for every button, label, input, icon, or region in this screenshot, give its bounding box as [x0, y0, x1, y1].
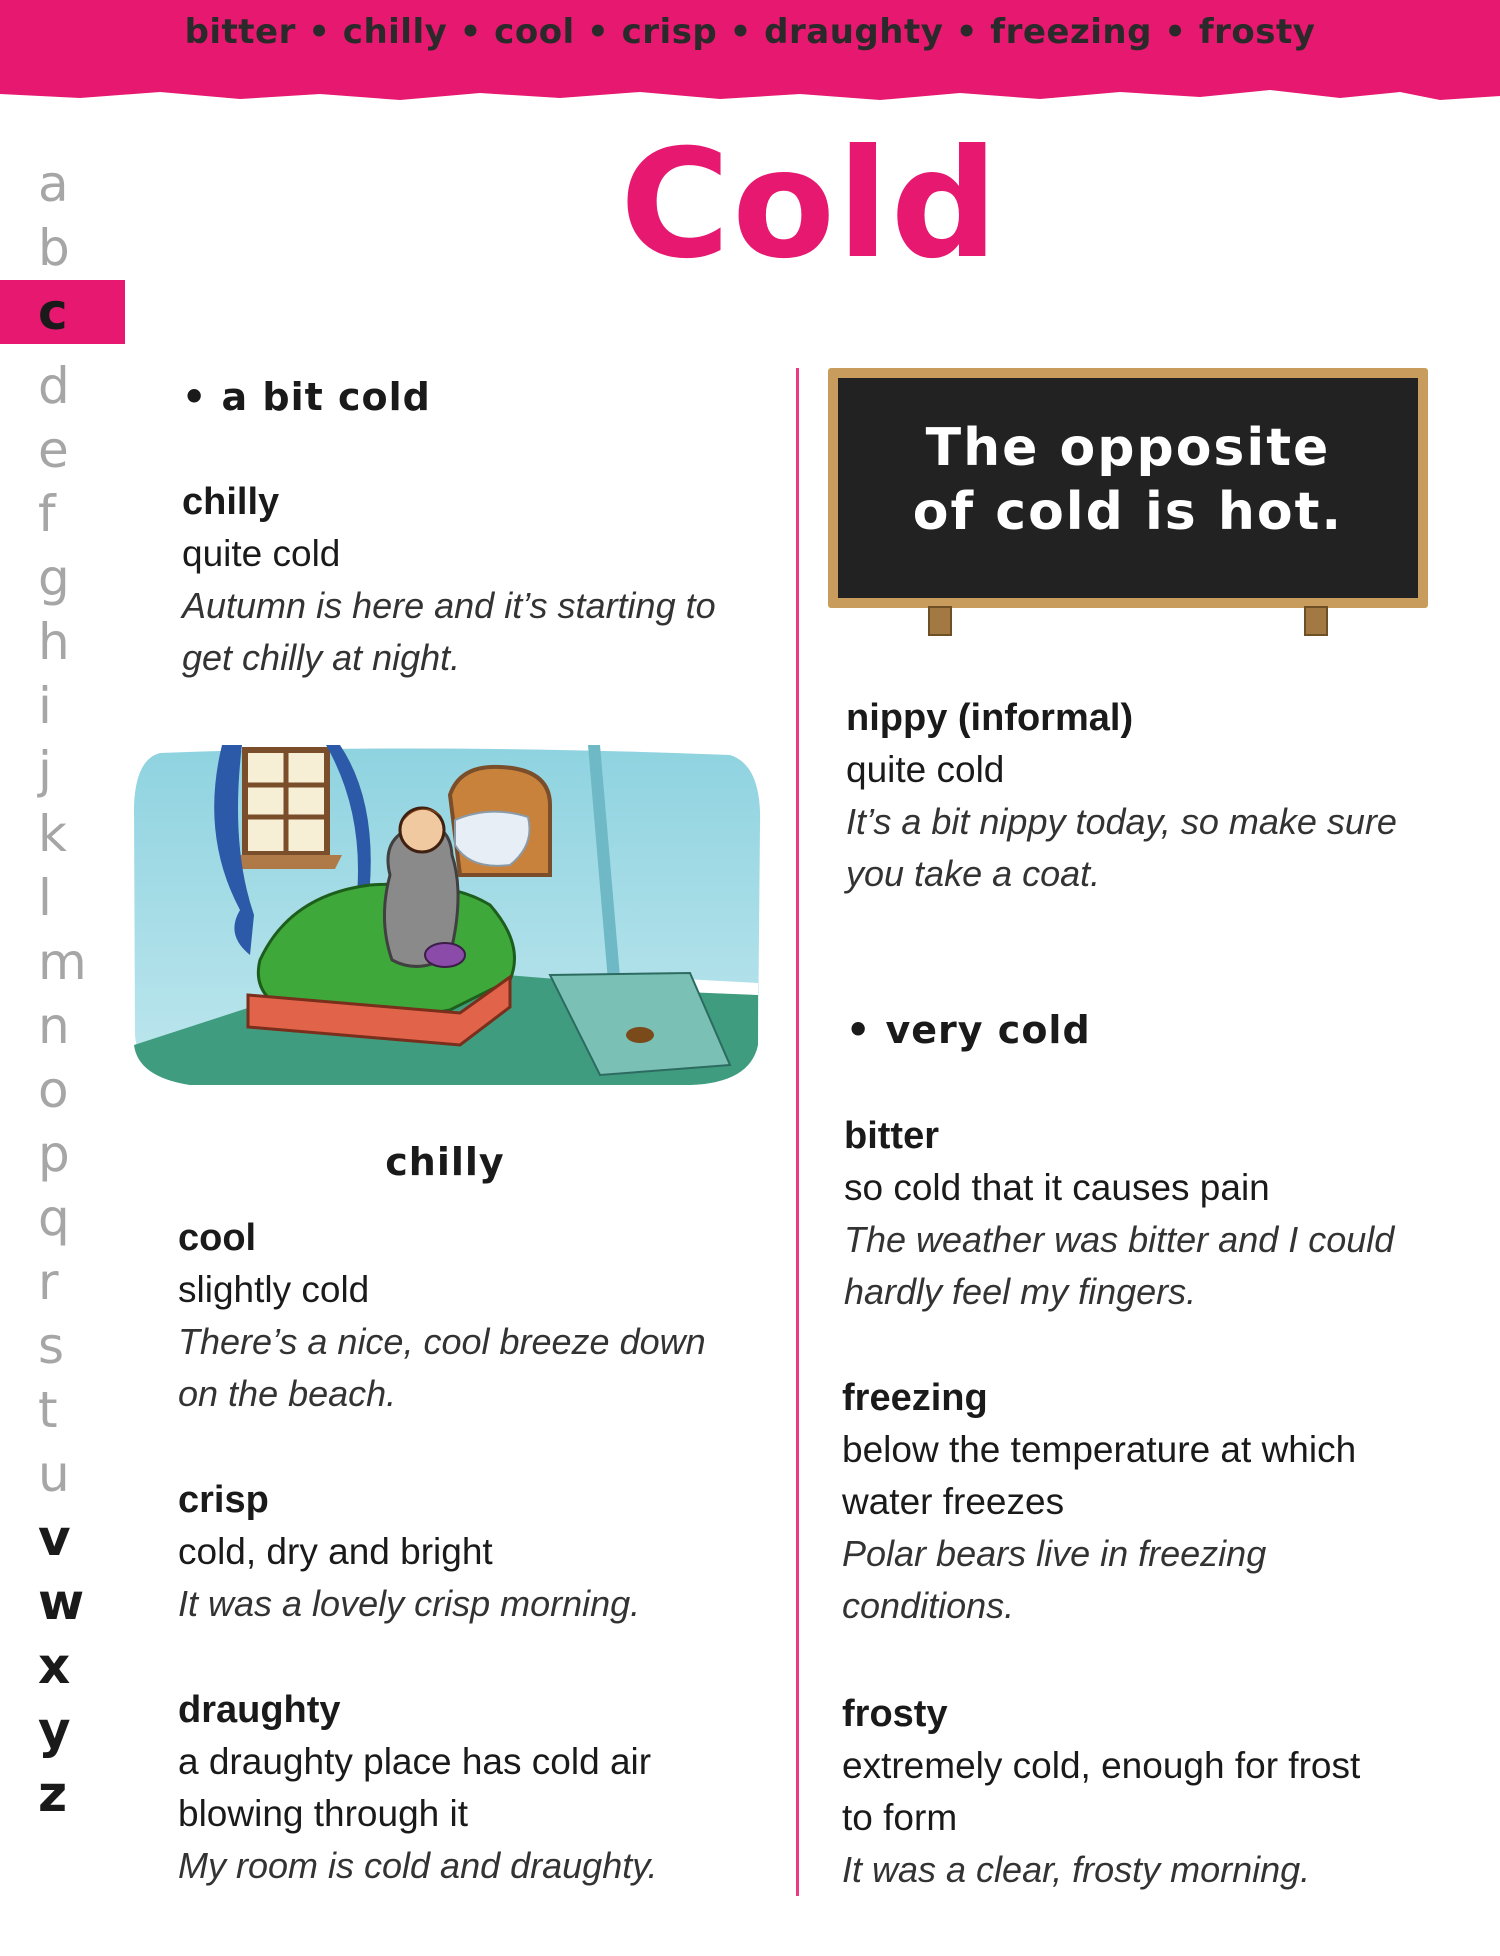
entry-nippy	[846, 692, 1446, 900]
alpha-letter-s[interactable]: s	[38, 1317, 65, 1375]
alpha-letter-z[interactable]: z	[38, 1765, 68, 1823]
alpha-letter-r[interactable]: r	[38, 1253, 59, 1311]
entry-example: My room is cold and draughty.	[178, 1845, 658, 1886]
entry-word: draughty	[178, 1689, 341, 1731]
entry-definition: to form	[842, 1797, 958, 1838]
alpha-letter-g[interactable]: g	[38, 549, 70, 607]
entry-freezing	[842, 1372, 1442, 1632]
alpha-letter-c-active[interactable]: c	[0, 280, 125, 344]
entry-definition: a draughty place has cold air	[178, 1741, 652, 1782]
entry-example: Autumn is here and it’s starting to	[182, 585, 716, 626]
subheading-a-bit-cold: • a bit cold	[182, 375, 431, 419]
alpha-letter-k[interactable]: k	[38, 805, 67, 863]
chalkboard-leg-right	[1304, 606, 1328, 636]
entry-example: on the beach.	[178, 1373, 397, 1414]
alpha-letter-i[interactable]: i	[38, 677, 52, 735]
alpha-letter-u[interactable]: u	[38, 1445, 70, 1503]
alpha-letter-b[interactable]: b	[38, 219, 70, 277]
entry-cool	[178, 1212, 778, 1420]
chalkboard-line-2: of cold is hot.	[912, 482, 1344, 542]
entry-definition: extremely cold, enough for frost	[842, 1745, 1361, 1786]
entry-word: cool	[178, 1217, 257, 1259]
alpha-letter-o[interactable]: o	[38, 1061, 69, 1119]
entry-definition: slightly cold	[178, 1269, 370, 1310]
alpha-letter-x[interactable]: x	[38, 1637, 71, 1695]
entry-definition: water freezes	[842, 1481, 1065, 1522]
entry-example: Polar bears live in freezing	[842, 1533, 1267, 1574]
chilly-illustration	[130, 745, 765, 1090]
entry-definition: cold, dry and bright	[178, 1531, 493, 1572]
entry-example: It’s a bit nippy today, so make sure	[846, 801, 1397, 842]
chalkboard	[828, 368, 1428, 636]
alpha-letter-m[interactable]: m	[38, 933, 87, 991]
entry-definition: blowing through it	[178, 1793, 469, 1834]
entry-definition: quite cold	[846, 749, 1005, 790]
chalkboard-leg-left	[928, 606, 952, 636]
top-banner	[0, 0, 1500, 108]
entry-example: conditions.	[842, 1585, 1015, 1626]
entry-word: frosty	[842, 1693, 948, 1735]
entry-example: you take a coat.	[846, 853, 1101, 894]
entry-word: nippy (informal)	[846, 697, 1134, 739]
alpha-letter-n[interactable]: n	[38, 997, 70, 1055]
entry-word: bitter	[844, 1115, 939, 1157]
entry-example: It was a lovely crisp morning.	[178, 1583, 641, 1624]
alpha-letter-a[interactable]: a	[38, 155, 69, 213]
column-divider	[796, 368, 799, 1896]
alpha-letter-d[interactable]: d	[38, 357, 70, 415]
entry-example: hardly feel my fingers.	[844, 1271, 1197, 1312]
alpha-letter-q[interactable]: q	[38, 1189, 70, 1247]
entry-definition: so cold that it causes pain	[844, 1167, 1270, 1208]
entry-example: There’s a nice, cool breeze down	[178, 1321, 706, 1362]
entry-frosty	[842, 1688, 1442, 1896]
entry-word: freezing	[842, 1377, 988, 1419]
alpha-letter-j[interactable]: j	[38, 741, 52, 799]
page-title: Cold	[620, 118, 1000, 292]
chalkboard-line-1: The opposite	[925, 418, 1331, 478]
entry-example: The weather was bitter and I could	[844, 1219, 1395, 1260]
entry-word: crisp	[178, 1479, 269, 1521]
alpha-letter-t[interactable]: t	[38, 1381, 58, 1439]
alpha-letter-w[interactable]: w	[38, 1573, 85, 1631]
entry-example: It was a clear, frosty morning.	[842, 1849, 1311, 1890]
alpha-letter-l[interactable]: l	[38, 869, 52, 927]
alpha-letter-f[interactable]: f	[38, 485, 56, 543]
entry-definition: below the temperature at which	[842, 1429, 1357, 1470]
entry-crisp	[178, 1474, 778, 1630]
entry-word: chilly	[182, 481, 280, 523]
banner-text: bitter • chilly • cool • crisp • draughty • freezing • frosty	[184, 12, 1316, 52]
entry-draughty	[178, 1684, 778, 1892]
alpha-letter-v[interactable]: v	[38, 1509, 71, 1567]
entry-chilly	[182, 476, 782, 684]
alpha-letter-h[interactable]: h	[38, 613, 70, 671]
chalkboard-text	[838, 416, 1418, 544]
entry-definition: quite cold	[182, 533, 341, 574]
alpha-letter-p[interactable]: p	[38, 1125, 70, 1183]
illustration-caption: chilly	[385, 1140, 505, 1184]
alpha-letter-y[interactable]: y	[38, 1701, 71, 1759]
alpha-letter-e[interactable]: e	[38, 421, 69, 479]
entry-example: get chilly at night.	[182, 637, 461, 678]
entry-bitter	[844, 1110, 1444, 1318]
subheading-very-cold: • very cold	[846, 1008, 1091, 1052]
